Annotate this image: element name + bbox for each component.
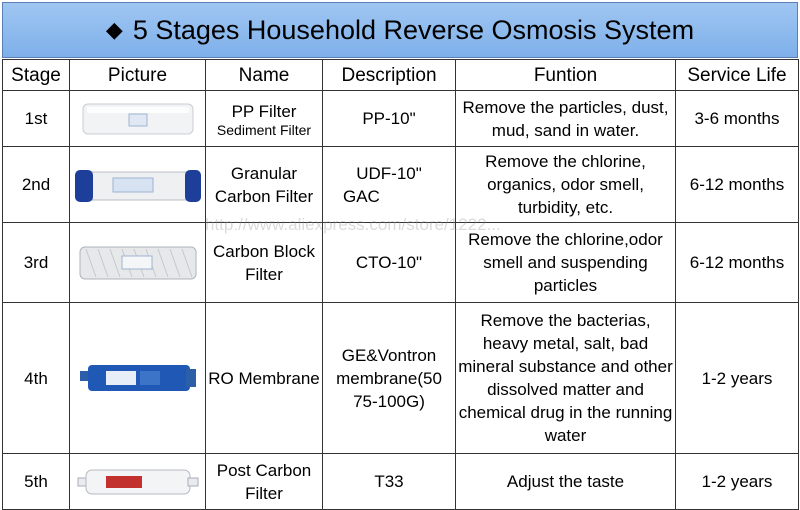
carbon-block-image	[76, 239, 200, 287]
header-function: Funtion	[456, 60, 676, 91]
picture-cell	[70, 303, 206, 454]
model-subcode: GAC	[343, 186, 380, 206]
table-row	[3, 223, 799, 303]
page-title: 5 Stages Household Reverse Osmosis System	[132, 14, 695, 45]
name-cell	[206, 91, 323, 147]
header-picture: Picture	[70, 60, 206, 91]
description-cell: T33	[323, 454, 456, 510]
stage-cell: 1st	[3, 91, 70, 147]
header-name: Name	[206, 60, 323, 91]
header-row	[3, 60, 799, 91]
service-life-cell: 6-12 months	[676, 223, 799, 303]
stages-table	[2, 59, 799, 510]
ro-membrane-image	[76, 351, 200, 405]
name-cell: RO Membrane	[206, 303, 323, 454]
carbon-filter-image	[73, 162, 203, 208]
watermark: http://www.aliexpress.com/store/1222...	[205, 215, 501, 234]
service-life-cell: 6-12 months	[676, 147, 799, 223]
function-cell: Adjust the taste	[456, 454, 676, 510]
table-row	[3, 303, 799, 454]
function-cell: Remove the bacterias, heavy metal, salt, bad mineral substance and other dissolved matter and chemical drug in the running water	[456, 303, 676, 454]
stage-cell: 3rd	[3, 223, 70, 303]
name-cell: Post Carbon Filter	[206, 454, 323, 510]
name-cell: Carbon Block Filter	[206, 223, 323, 303]
stage-cell: 2nd	[3, 147, 70, 223]
service-life-cell: 3-6 months	[676, 91, 799, 147]
function-cell: Remove the particles, dust, mud, sand in water.	[456, 91, 676, 147]
picture-cell	[70, 454, 206, 510]
stage-cell: 4th	[3, 303, 70, 454]
service-life-cell: 1-2 years	[676, 454, 799, 510]
function-cell: Remove the chlorine,odor smell and suspending particles	[456, 223, 676, 303]
picture-cell	[70, 223, 206, 303]
table-row	[3, 147, 799, 223]
table-row	[3, 454, 799, 510]
header-service-life: Service Life	[676, 60, 799, 91]
header-stage: Stage	[3, 60, 70, 91]
filter-name: PP Filter	[231, 101, 297, 121]
name-cell: Granular Carbon Filter	[206, 147, 323, 223]
header-description: Description	[323, 60, 456, 91]
post-carbon-image	[76, 460, 200, 504]
picture-cell	[70, 147, 206, 223]
description-cell: PP-10"	[323, 91, 456, 147]
filter-subname: Sediment Filter	[216, 121, 312, 138]
description-cell	[323, 147, 456, 223]
title-bar	[2, 2, 798, 58]
function-cell: Remove the chlorine, organics, odor smell, turbidity, etc.	[456, 147, 676, 223]
service-life-cell: 1-2 years	[676, 303, 799, 454]
picture-cell	[70, 91, 206, 147]
diamond-icon: ◆	[105, 17, 123, 42]
table-row	[3, 91, 799, 147]
stage-cell: 5th	[3, 454, 70, 510]
model-code: UDF-10"	[356, 163, 422, 183]
description-cell: CTO-10"	[323, 223, 456, 303]
pp-filter-image	[79, 98, 197, 140]
description-cell: GE&Vontron membrane(50 75-100G)	[323, 303, 456, 454]
